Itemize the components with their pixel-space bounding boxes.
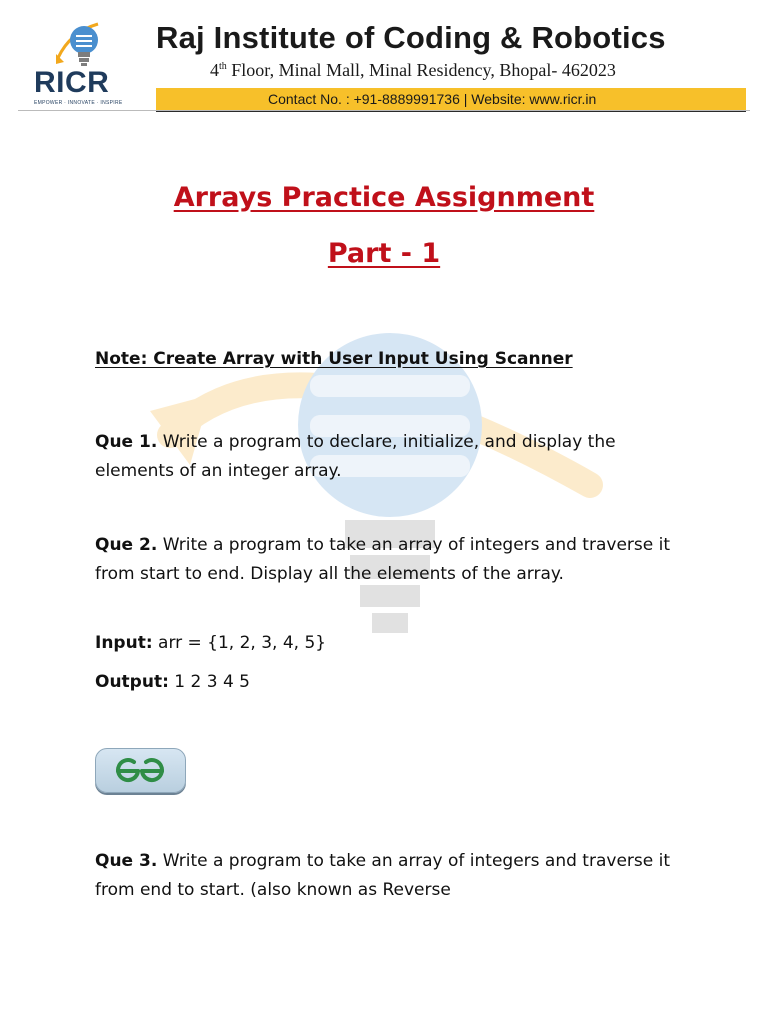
geeksforgeeks-link[interactable] [95, 748, 186, 793]
institute-address [210, 60, 616, 81]
assignment-note: Note: Create Array with User Input Using Scanner [95, 349, 573, 369]
logo-tagline: EMPOWER · INNOVATE · INSPIRE [34, 100, 123, 106]
contact-info: Contact No. : +91-8889991736 | Website: www.ricr.in [268, 91, 597, 107]
example-output [95, 668, 675, 697]
output-value: 1 2 3 4 5 [168, 672, 250, 692]
header-divider [18, 110, 750, 111]
question-2 [95, 531, 675, 589]
example-input [95, 629, 675, 658]
question-text: Write a program to take an array of integers and traverse it from end to start. (also known as Reverse [95, 851, 670, 900]
question-text: Write a program to take an array of integers and traverse it from start to end. Display all the elements of the array. [95, 535, 670, 584]
output-label: Output: [95, 672, 169, 692]
contact-bar [156, 88, 746, 112]
geeksforgeeks-icon [112, 755, 168, 785]
institute-name: Raj Institute of Coding & Robotics [156, 20, 666, 55]
ricr-logo [28, 14, 138, 110]
question-label: Que 1. [95, 432, 158, 452]
question-3 [95, 847, 675, 905]
address-floor-suffix: th [219, 61, 227, 72]
address-rest: Floor, Minal Mall, Minal Residency, Bhopal- 462023 [226, 60, 616, 80]
input-value: arr = {1, 2, 3, 4, 5} [152, 633, 327, 653]
address-floor-number: 4 [210, 60, 219, 80]
letterhead [18, 8, 750, 112]
input-label: Input: [95, 633, 153, 653]
assignment-title: Arrays Practice Assignment [173, 182, 595, 213]
question-label: Que 2. [95, 535, 158, 555]
question-1 [95, 428, 675, 486]
question-label: Que 3. [95, 851, 158, 871]
logo-wordmark: RICR [34, 66, 110, 99]
assignment-part: Part - 1 [327, 238, 441, 269]
question-text: Write a program to declare, initialize, and display the elements of an integer array. [95, 432, 616, 481]
